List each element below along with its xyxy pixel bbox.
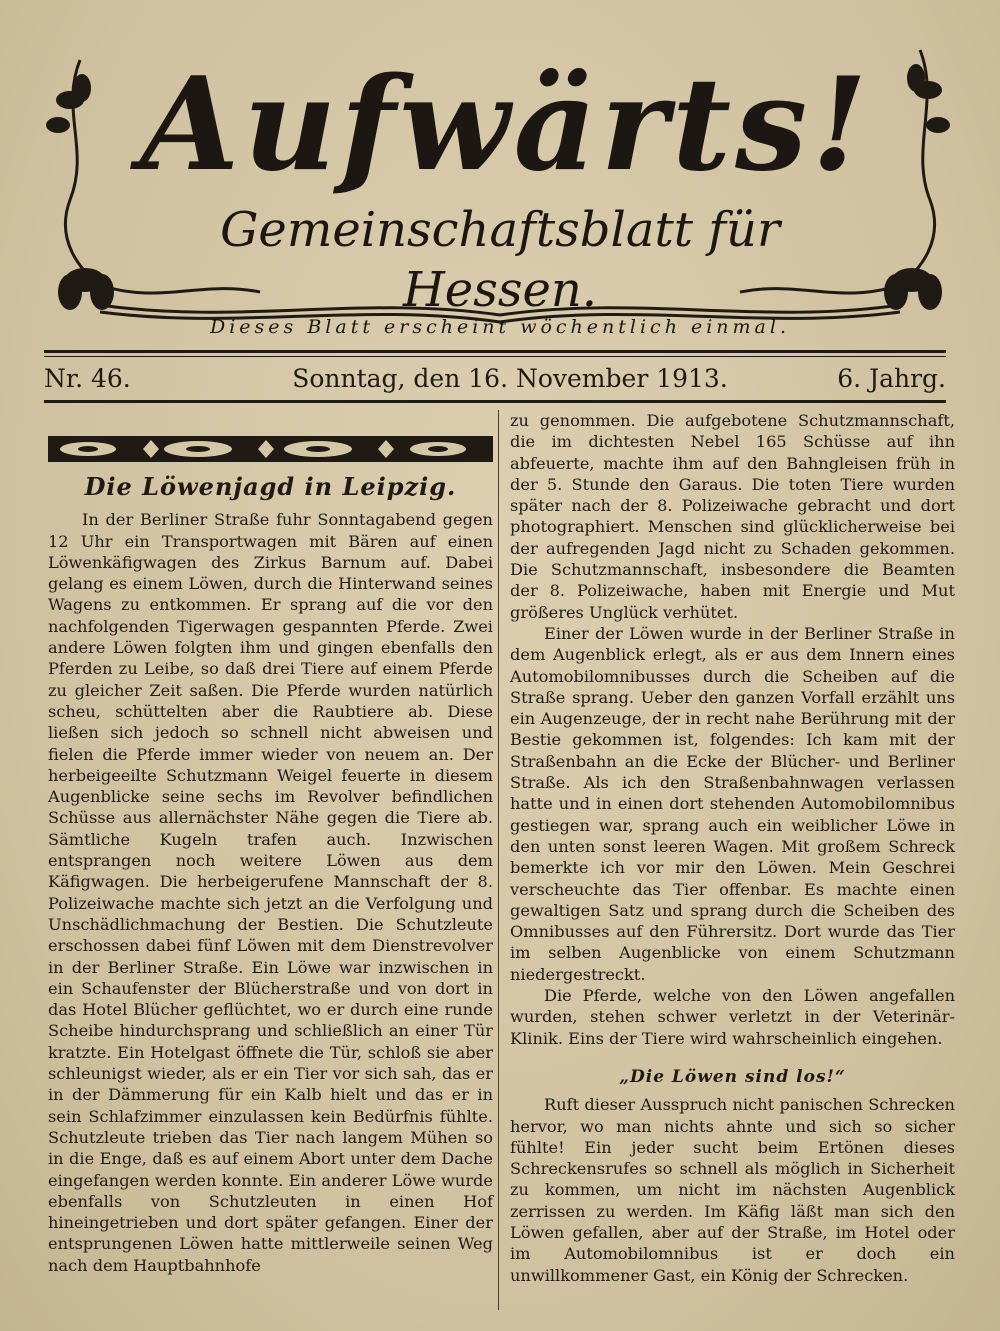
- article-paragraph: Ruft dieser Ausspruch nicht panischen Schrecken hervor, wo man nichts ahnte und sich so sicher fühlte! Ein jeder sucht beim Ertönen dieses Schreckensrufes so schnell als möglich in Sicherheit zu kommen, um nicht im nächsten Augenblick zerrissen zu werden. Im Käfig läßt man sich den Löwen gefallen, aber auf der Straße, im Hotel oder im Automobilomnibus ist er doch ein unwillkommener Gast, ein König der Schrecken.: [510, 1095, 955, 1285]
- newspaper-subtitle: Gemeinschaftsblatt für Hessen.: [220, 202, 780, 318]
- issue-date: Sonntag, den 16. November 1913.: [292, 364, 728, 393]
- header-rule-top: [44, 350, 946, 353]
- article-title: Die Löwenjagd in Leipzig.: [84, 472, 457, 501]
- header-rule-bottom: [44, 400, 946, 403]
- article-paragraph: Einer der Löwen wurde in der Berliner Straße in dem Augenblick erlegt, als er aus dem Innern eines Automobilomnibusses durch die Scheiben auf die Straße sprang. Ueber den ganzen Vorfall erzählt uns ein Augenzeuge, der in recht nahe Berührung mit der Bestie gekommen ist, folgendes: Ich kam mit der Straßenbahn an die Ecke der Blücher- und Berliner Straße. Als ich den Straßenbahnwagen verlassen hatte und in einen dort stehenden Automobilomnibus gestiegen war, sprang auch ein weiblicher Löwe in den unten sonst leeren Wagen. Mit großem Schreck bemerkte ich vor mir den Löwen. Mein Geschrei verscheuchte das Tier offenbar. Es machte einen gewaltigen Satz und sprang durch die Scheiben des Omnibusses auf den Führersitz. Dort wurde das Tier im selben Augenblicke von einem Schutzmann niedergestreckt.: [510, 623, 955, 984]
- decorative-band-ornament: [48, 432, 493, 466]
- newspaper-title: Aufwärts!: [140, 50, 872, 200]
- issue-year: 6. Jahrg.: [837, 364, 946, 393]
- column-divider: [498, 410, 499, 1310]
- issue-info-line: [44, 360, 946, 398]
- issue-number: Nr. 46.: [44, 364, 131, 393]
- header-rule-top-thin: [44, 356, 946, 357]
- publication-frequency-tagline: Dieses Blatt erscheint wöchentlich einmal.: [210, 316, 790, 338]
- article-paragraph: Die Pferde, welche von den Löwen angefallen wurden, stehen schwer verletzt in der Veterinär-Klinik. Eins der Tiere wird wahrscheinlich eingehen.: [510, 986, 955, 1048]
- right-column: [510, 410, 955, 1286]
- article-paragraph: In der Berliner Straße fuhr Sonntagabend gegen 12 Uhr ein Transportwagen mit Bären auf einen Löwenkäfigwagen des Zirkus Barnum auf. Dabei gelang es einem Löwen, durch die Hinterwand seines Wagens zu entkommen. Er sprang auf die vor den nachfolgenden Tigerwagen gespannten Pferde. Zwei andere Löwen folgten ihm und gingen ebenfalls den Pferden zu Leibe, so daß drei Tiere auf einem Pferde zu gleicher Zeit saßen. Die Pferde wurden natürlich scheu, schüttelten aber die Raubtiere ab. Diese ließen sich jedoch so schnell nicht abweisen und fielen die Pferde immer wieder von neuem an. Der herbeigeeilte Schutzmann Weigel feuerte in diesem Augenblicke seine sechs im Revolver befindlichen Schüsse aus allernächster Nähe gegen die Tiere ab. Sämtliche Kugeln trafen auch. Inzwischen entsprangen noch weitere Löwen aus dem Käfigwagen. Die herbeigerufene Mannschaft der 8. Polizeiwache machte sich jetzt an die Verfolgung und Unschädlichmachung der Bestien. Die Schutzleute erschossen dabei fünf Löwen mit dem Dienstrevolver in der Berliner Straße. Ein Löwe war inzwischen in ein Schaufenster der Blücherstraße und von dort in das Hotel Blücher geflüchtet, wo er durch eine runde Scheibe hindurchsprang und schließlich an einer Tür kratzte. Ein Hotelgast öffnete die Tür, schloß sie aber schleunigst wieder, als er ein Tier vor sich sah, das er in der Dämmerung für ein Kalb hielt und das er in sein Schlafzimmer einzulassen kein Bedürfnis fühlte. Schutzleute trieben das Tier nach langem Mühen so in die Enge, daß es auf einem Abort unter dem Dache eingefangen werden konnte. Ein anderer Löwe wurde ebenfalls von Schutzleuten in einen Hof hineingetrieben und dort später gefangen. Einer der entsprungenen Löwen hatte mittlerweile seinen Weg nach dem Hauptbahnhofe: [48, 510, 493, 1275]
- article-subheading: „Die Löwen sind los!“: [619, 1066, 846, 1087]
- masthead: [40, 30, 960, 338]
- left-column: [48, 410, 493, 1276]
- article-paragraph: zu genommen. Die aufgebotene Schutzmannschaft, die im dichtesten Nebel 165 Schüsse auf ihn abfeuerte, machte ihm auf den Bahngleisen früh in der 5. Stunde den Garaus. Die toten Tiere wurden später nach der 8. Polizeiwache gebracht und dort photographiert. Menschen sind glücklicherweise bei der aufregenden Jagd nicht zu Schaden gekommen. Die Schutzmannschaft, insbesondere die Beamten der 8. Polizeiwache, haben mit Energie und Mut größeres Unglück verhütet.: [510, 411, 955, 622]
